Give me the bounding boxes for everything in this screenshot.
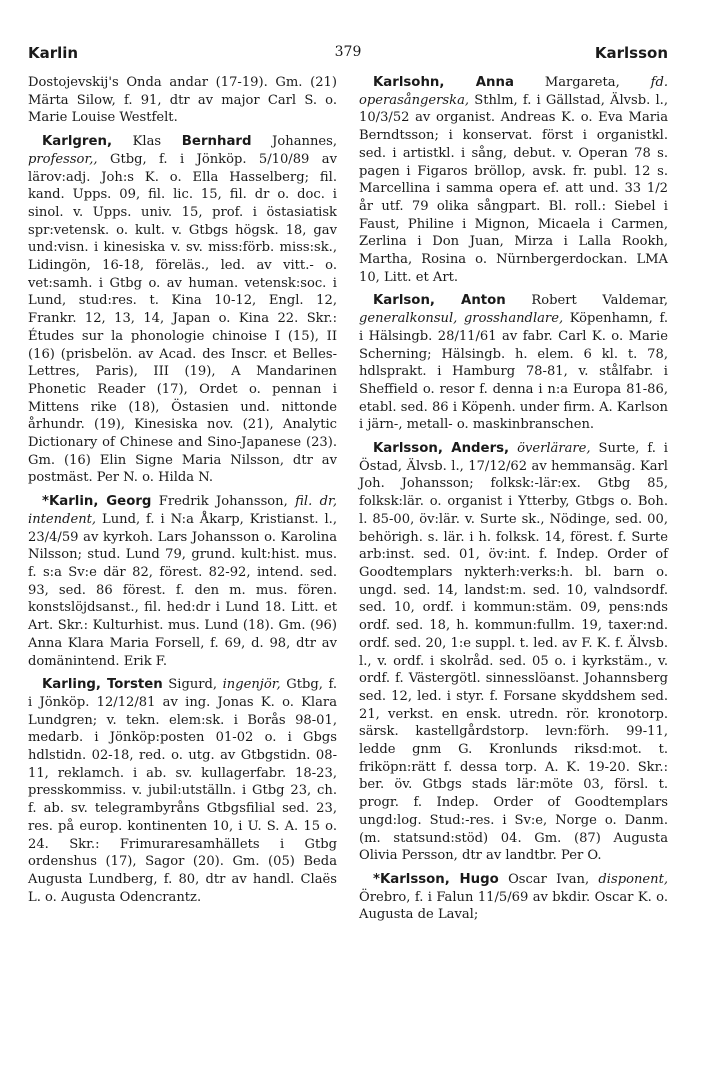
header-left-keyword: Karlin xyxy=(28,44,79,62)
entry-karlin-georg xyxy=(28,493,337,670)
entry-headword: Karling, Torsten xyxy=(42,677,163,693)
entry-text: Lund, f. i N:a Åkarp, Kristianst. l., 23/4/59 av kyrkoh. Lars Johansson o. Karolina Nilsson; stud. Lund 79, grund. kult:hist. mus. f. s:a Sv:e där 82, förest. 82-92, intend. sed. 93, sed. 86 förest. f. den m. mus. fören. konstslöjdsanst., fil. hed:dr i Lund 18. Litt. et Art. Skr.: Kulturhist. mus. Lund (18). Gm. (96) Anna Klara Maria Forsell, f. 69, d. 98, dtr av domänintend. Erik F. xyxy=(28,511,337,669)
entry-headword: *Karlin, Georg xyxy=(42,494,152,510)
entry-karling xyxy=(28,676,337,906)
entry-title-italic: professor,, xyxy=(28,151,98,167)
entry-headword: Bernhard xyxy=(181,134,252,150)
entry-headword: Karlsohn, Anna xyxy=(373,75,514,90)
entry-text: Gtbg, f. i Jönköp. 5/10/89 av lärov:adj. Joh:s K. o. Ella Hasselberg; fil. kand. Upps. 09, fil. lic. 15, fil. dr o. doc. i sinol. v. Upps. univ. 15, prof. i östasiatisk spr:vetensk. o. kult. v. Gtbgs högsk. 18, gav und:visn. i kinesiska v. sv. miss:förb. miss:sk., Lidingön, 16-18, föreläs., led. av vitt.- o. vet:samh. i Gtbg o. av human. vetensk:soc. i Lund, stud:res. t. Kina 10-12, Engl. 12, Frankr. 12, 13, 14, Japan o. Kina 22. Skr.: Études sur la phonologie chinoise I (15), II (16) (prisbelön. av Acad. des Inscr. et Belles-Lettres, Paris), III (19), A Mandarinen Phonetic Reader (17), Ordet o. pennan i Mittens rike (18), Östasien und. nittonde århundr. (19), Kinesiska nov. (21), Analytic Dictionary of Chinese and Sino-Japanese (23). Gm. (16) Elin Signe Maria Nilsson, dtr av postmäst. Per N. o. Hilda N. xyxy=(28,151,337,486)
entry-karlgren xyxy=(28,133,337,487)
entry-text: Robert Valdemar, xyxy=(505,293,668,309)
entry-karlsson-anders xyxy=(359,440,668,865)
entry-text: Sthlm, f. i Gällstad, Älvsb. l., 10/3/52 av organist. Andreas K. o. Eva Maria Berndtsson; i konservat. först i organistkl. sed. i artistkl. i sång, debut. v. Operan 78 s. pagen i Figaros bröllop, avsk. fr. publ. 12 s. Marcellina i samma opera ef. att und. 33 1/2 år utf. 79 olika sångpart. Bl. roll.: Siebel i Faust, Philine i Mignon, Micaela i Carmen, Zerlina i Don Juan, Mirza i Lalla Rookh, Martha, Rosina o. Nürnbergerdockan. LMA 10, Litt. et Art. xyxy=(359,92,668,285)
entry-text: Örebro, f. i Falun 11/5/69 av bkdir. Oscar K. o. Augusta de Laval; xyxy=(359,889,668,923)
entry-title-italic: fd. operasångerska, xyxy=(359,75,668,108)
entry-headword: Karlgren, xyxy=(42,134,113,150)
entry-headword: *Karlsson, Hugo xyxy=(373,871,499,887)
entry-text: Sigurd, xyxy=(162,677,223,693)
entry-text: Dostojevskij's Onda andar (17-19). Gm. (21) Märta Silow, f. 91, dtr av major Carl S. o. Marie Louise Westfelt. xyxy=(28,75,337,126)
entry-title-italic: ingenjör, xyxy=(222,677,281,693)
entry-text: Surte, f. i Östad, Älvsb. l., 17/12/62 av hemmansäg. Karl Joh. Johansson; folksk:-lär:ex. Gtbg 85, folksk:lär. o. organist i Ytterby, Gtbgs o. Boh. l. 85-00, öv:lär. v. Surte sk., Nödinge, sed. 00, behörigh. s. lär. i h. folksk. 14, förest. f. Surte arb:inst. sed. 01, öv:int. f. Indep. Order of Goodtemplars nykterh:verks:h. bl. barn o. ungd. sed. 14, landst:m. sed. 10, valndsordf. sed. 10, ordf. i kommun:stäm. 09, pens:nds ordf. sed. 18, h. kommun:fullm. 19, taxer:nd. ordf. sed. 20, 1:e suppl. t. led. av F. K. f. Älvsb. l., v. ordf. i skolråd. sed. 05 o. i kyrkstäm., v. ordf. f. Västergötl. sinnesslöanst. Johannsberg sed. 12, led. i styr. f. Forsane skyddshem sed. 21, verkst. en ensk. utredn. rör. kronotorp. särsk. kastellgårdstorp. levn:förh. 99-11, ledde gnm G. Kronlunds riksd:mot. t. friköpn:rätt f. dessa torp. A. K. 19-20. Skr.: ber. öv. Gtbgs stads lär:möte 03, försl. t. progr. f. Indep. Order of Goodtemplars ungd:log. Stud:-res. i Sv:e, Norge o. Danm. (m. statsund:stöd) 04. Gm. (87) Augusta Olivia Persson, dtr av landtbr. Per O. xyxy=(359,441,668,864)
entry-text xyxy=(509,441,517,456)
text-columns xyxy=(28,74,668,1079)
entry-title-italic: överlärare, xyxy=(517,441,591,457)
entry-text: Köpenhamn, f. i Hälsingb. 28/11/61 av fabr. Carl K. o. Marie Scherning; Hälsingb. h. elem. 6 kl. t. 78, hdlsprakt. i Hamburg 78-81, v. stålfabr. i Sheffield o. resor f. denna i n:a Europa 81-86, etabl. sed. 86 i Köpenh. under firm. A. Karlson i järn-, metall- o. maskinbranschen. xyxy=(359,311,668,433)
page-number: 379 xyxy=(334,44,362,60)
entry-text: Gtbg, f. i Jönköp. 12/12/81 av ing. Jonas K. o. Klara Lundgren; v. tekn. elem:sk. i Borås 98-01, medarb. i Jönköp:posten 01-02 o. i Gbgs hdlstidn. 02-18, red. o. utg. av Gtbgstidn. 08-11, reklamch. i ab. sv. kullagerfabr. 18-23, presskommiss. v. jubil:utställn. i Gtbg 23, ch. f. ab. sv. telegrambyråns Gtbgsfilial sed. 23, res. på europ. kontinenten 10, i U. S. A. 15 o. 24. Skr.: Frimuraresamhällets i Gtbg ordenshus (17), Sagor (20). Gm. (05) Beda Augusta Lundberg, f. 80, dtr av handl. Claës L. o. Augusta Odencrantz. xyxy=(28,677,337,905)
entry-cont xyxy=(28,74,337,127)
entry-text: Margareta, xyxy=(513,75,651,90)
entry-text: Johannes, xyxy=(251,134,338,150)
entry-headword: Karlsson, Anders, xyxy=(373,441,510,457)
entry-text: Oscar Ivan, xyxy=(498,871,599,887)
entry-title-italic: generalkonsul, grosshandlare, xyxy=(359,311,564,327)
entry-karlson-anton xyxy=(359,292,668,434)
right-column xyxy=(359,74,668,1079)
entry-headword: Karlson, Anton xyxy=(373,293,506,309)
entry-title-italic: disponent, xyxy=(598,871,668,887)
header-right-keyword: Karlsson xyxy=(594,44,668,62)
left-column xyxy=(28,74,337,1079)
entry-title-italic: fil. dr, intendent, xyxy=(28,494,337,527)
entry-text: Klas xyxy=(112,134,182,150)
entry-karlsohn xyxy=(359,74,668,286)
entry-karlsson-hugo xyxy=(359,871,668,924)
entry-text: Fredrik Johansson, xyxy=(151,494,296,510)
running-header xyxy=(28,44,668,66)
